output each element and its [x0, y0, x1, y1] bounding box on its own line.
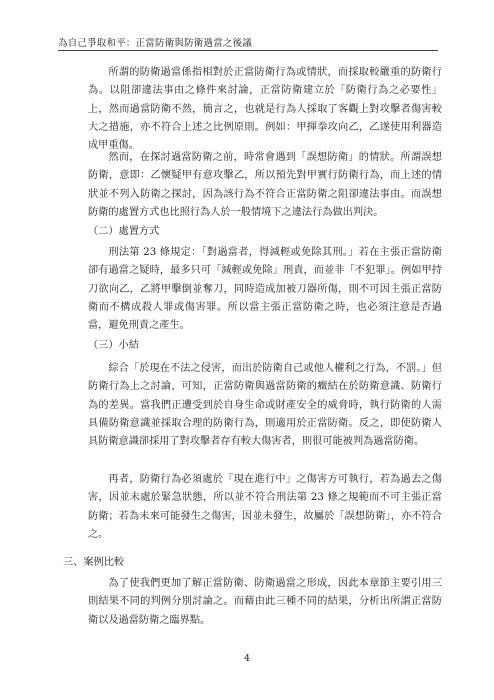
paragraph-summary-2: 再者，防衛行為必須處於「現在進行中」之傷害方可執行，若為過去之傷害，因並未處於緊急狀態，所以並不符合刑法第 23 條之規範而不可主張正當防衛；若為未來可能發生之傷害，因並未發生，故屬於「誤想防衛」，亦不符合之。	[88, 474, 442, 540]
paragraph-summary-1: 綜合「於現在不法之侵害，而出於防衛自己或他人權利之行為，不罰。」但防衛行為上之討論，可知，正當防衛與過當防衛的癥結在於防衛意識、防衛行為的差異。當我們正遭受到於自身生命或財產安全的威脅時，執行防衛的人需具備防衛意識並採取合理的防衛行為，則適用於正當防衛。反之，即使防衛人具防衛意識卻採用了對攻擊者存有較大傷害者，則很可能被判為過當防衛。	[88, 363, 442, 448]
paragraph-case-intro: 為了使我們更加了解正當防衛、防衛過當之形成，因此本章節主要引用三則結果不同的判例分別討論之。而藉由此三種不同的結果，分析出所謂正當防衛以及過當防衛之臨界點。	[88, 578, 442, 626]
paragraph-mistaken-defense: 然而，在探討過當防衛之前，時常會遇到「誤想防衛」的情狀。所謂誤想防衛，意即：乙懷疑甲有意攻擊乙，所以預先對甲實行防衛行為，而上述的情狀並不列入防衛之探討，因為該行為不符合正當防衛之阻卻違法事由。而誤想防衛的處置方式也比照行為人於一般情境下之違法行為做出判決。	[88, 152, 442, 218]
section-heading-handling: （二）處置方式	[88, 226, 160, 237]
page-number: 4	[243, 653, 251, 664]
section-heading-summary: （三）小結	[88, 340, 139, 351]
running-header: 為自己爭取和平：正當防衛與防衛過當之後議	[58, 38, 253, 49]
section-heading-case-comparison: 三、案例比較	[63, 557, 125, 568]
header-rule	[58, 50, 438, 51]
paragraph-article-23: 刑法第 23 條規定：「對過當者，得減輕或免除其刑。」若在主張正當防衛卻有過當之疑時，最多只可「減輕或免除」刑責，而並非「不犯罪」。例如甲持刀欲向乙，乙將甲擊倒並奪刀，同時造成加被刀器所傷，則不可因主張正當防衛而不構成殺人罪或傷害罪。所以當主張正當防衛之時，也必須注意是否過當，避免刑責之產生。	[88, 247, 442, 332]
paragraph-excessive-defense-definition: 所謂的防衛過當係指相對於正當防衛行為或情狀，而採取較嚴重的防衛行為。以阻卻違法事由之條件來討論，正當防衛建立於「防衛行為之必要性」上，然而過當防衛不然，簡言之，也就是行為人採取了客觀上對攻擊者傷害較大之措施，亦不符合上述之比例原則。例如：甲揮拳攻向乙，乙遂使用利器造成甲重傷。	[88, 67, 442, 152]
